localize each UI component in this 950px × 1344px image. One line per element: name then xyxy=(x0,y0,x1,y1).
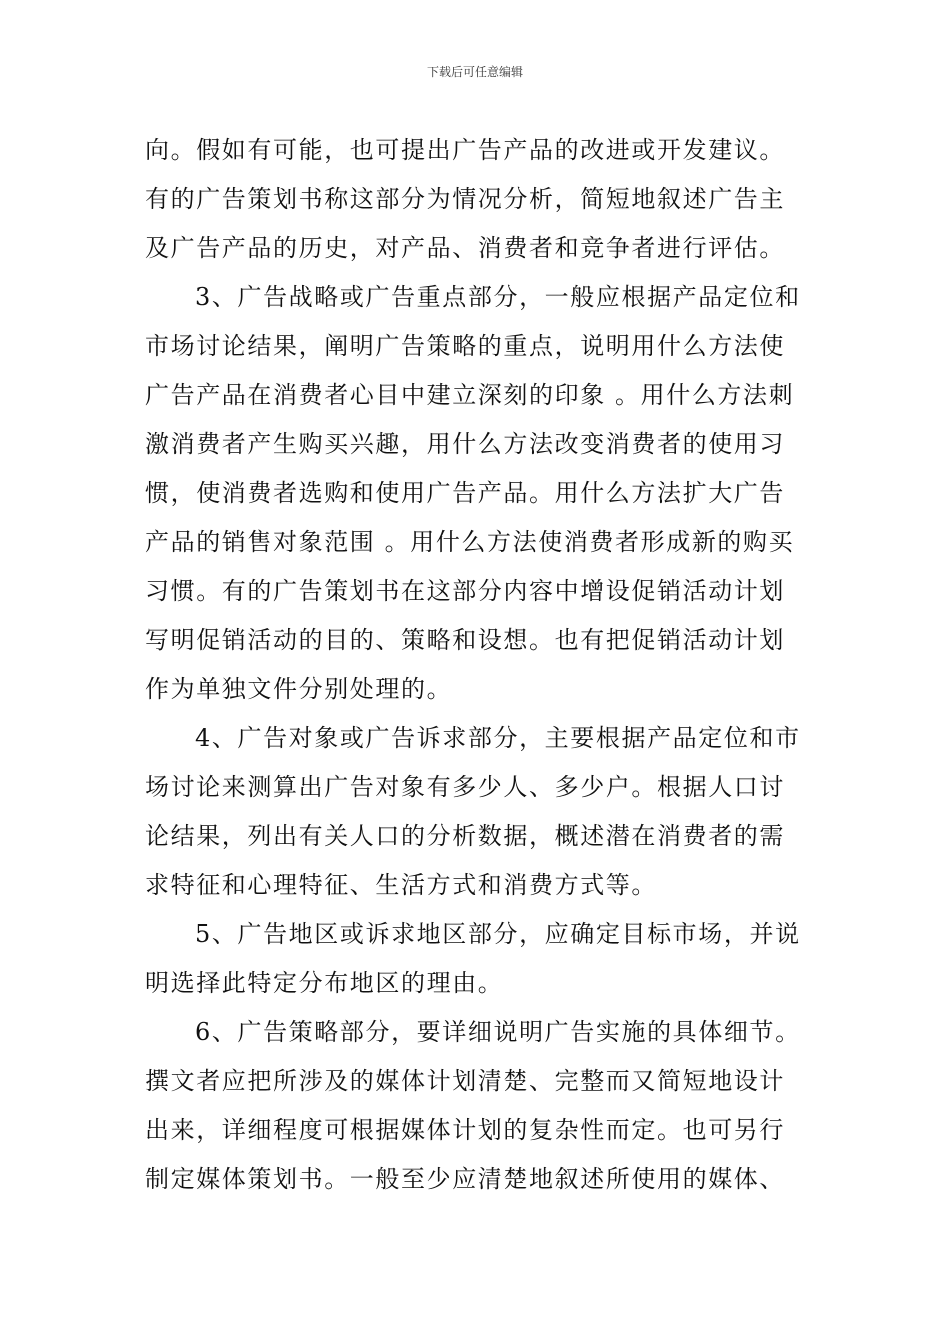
text-line: 撰文者应把所涉及的媒体计划清楚、完整而又简短地设计 xyxy=(145,1067,785,1095)
text-line: 场讨论来测算出广告对象有多少人、多少户。根据人口讨 xyxy=(145,773,785,801)
text-line: 向。假如有可能，也可提出广告产品的改进或开发建议。 xyxy=(145,136,785,164)
paragraph-1 xyxy=(145,126,810,273)
text-line: 产品的销售对象范围 。用什么方法使消费者形成新的购买 xyxy=(145,528,795,556)
text-line: 作为单独文件分别处理的。 xyxy=(145,675,453,703)
page-header: 下载后可任意编辑 xyxy=(426,65,523,79)
text-line: 5、广告地区或诉求地区部分，应确定目标市场，并说 xyxy=(195,920,801,948)
paragraph-4 xyxy=(145,910,810,1008)
text-line: 惯，使消费者选购和使用广告产品。用什么方法扩大广告 xyxy=(145,479,785,507)
text-line: 有的广告策划书称这部分为情况分析，简短地叙述广告主 xyxy=(145,185,785,213)
text-line: 明选择此特定分布地区的理由。 xyxy=(145,969,504,997)
text-line: 及广告产品的历史，对产品、消费者和竞争者进行评估。 xyxy=(145,234,785,262)
paragraph-2 xyxy=(145,273,810,714)
text-line: 习惯。有的广告策划书在这部分内容中增设促销活动计划 xyxy=(145,577,785,605)
text-line: 写明促销活动的目的、策略和设想。也有把促销活动计划 xyxy=(145,626,785,654)
text-line: 求特征和心理特征、生活方式和消费方式等。 xyxy=(145,871,657,899)
text-line: 市场讨论结果，阐明广告策略的重点，说明用什么方法使 xyxy=(145,332,785,360)
text-line: 出来，详细程度可根据媒体计划的复杂性而定。也可另行 xyxy=(145,1116,785,1144)
paragraph-5 xyxy=(145,1008,810,1204)
text-line: 3、广告战略或广告重点部分，一般应根据产品定位和 xyxy=(195,283,801,311)
text-line: 制定媒体策划书。一般至少应清楚地叙述所使用的媒体、 xyxy=(145,1165,785,1193)
document-body xyxy=(145,126,810,1204)
text-line: 6、广告策略部分，要详细说明广告实施的具体细节。 xyxy=(195,1018,801,1046)
text-line: 广告产品在消费者心目中建立深刻的印象 。用什么方法刺 xyxy=(145,381,795,409)
text-line: 激消费者产生购买兴趣，用什么方法改变消费者的使用习 xyxy=(145,430,785,458)
text-line: 4、广告对象或广告诉求部分，主要根据产品定位和市 xyxy=(195,724,801,752)
text-line: 论结果，列出有关人口的分析数据，概述潜在消费者的需 xyxy=(145,822,785,850)
paragraph-3 xyxy=(145,714,810,910)
